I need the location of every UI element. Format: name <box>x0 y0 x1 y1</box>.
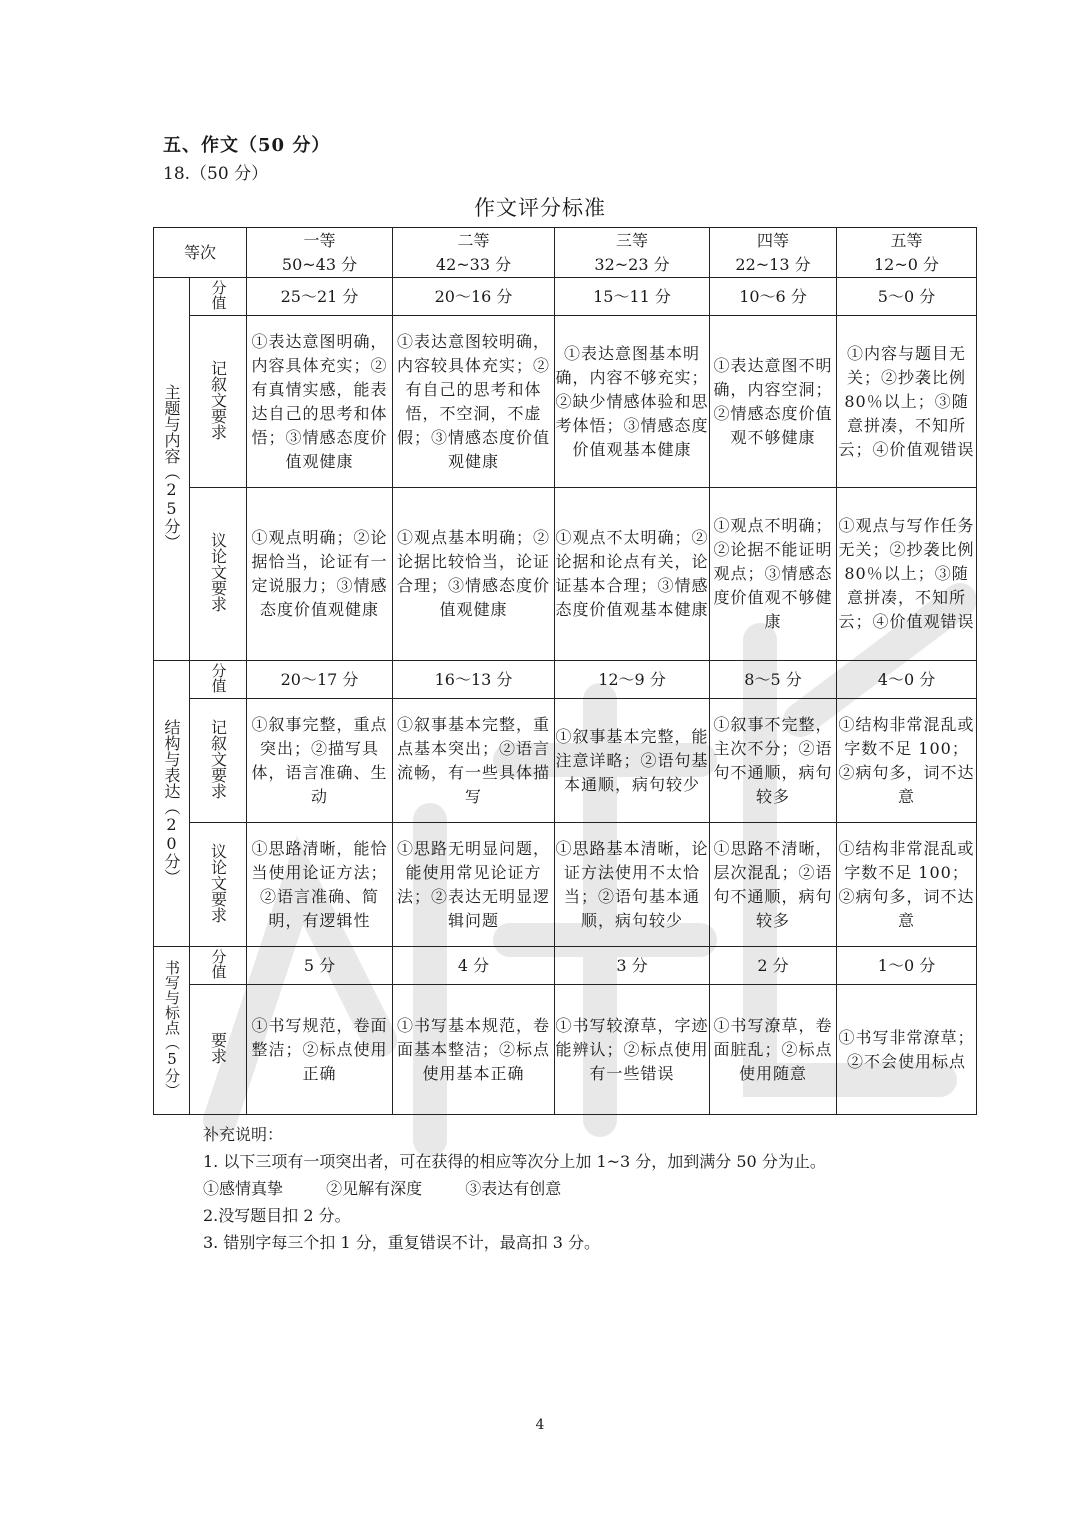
block-label: 主题与内容（25分） <box>154 278 190 661</box>
score-value: 10～6 分 <box>710 278 837 316</box>
criteria-cell: ①叙事不完整，主次不分；②语句不通顺，病句较多 <box>710 699 837 823</box>
header-label: 等次 <box>154 228 247 278</box>
criteria-cell: ①观点不明确；②论据不能证明观点；③情感态度价值观不够健康 <box>710 488 837 661</box>
rank-range: 50~43 分 <box>281 254 358 274</box>
page-number: 4 <box>535 1417 545 1433</box>
score-value: 5 分 <box>247 947 393 985</box>
note-options <box>203 1175 826 1202</box>
table-title: 作文评分标准 <box>474 196 606 220</box>
criteria-cell: ①叙事完整，重点突出；②描写具体，语言准确、生动 <box>247 699 393 823</box>
criteria-row <box>154 823 977 947</box>
header-rank-3 <box>555 228 710 278</box>
score-value: 15～11 分 <box>555 278 710 316</box>
section-title: 五、作文（50 分） <box>163 135 331 156</box>
criteria-cell: ①表达意图较明确，内容较具体充实；②有自己的思考和体悟，不空洞，不虚假；③情感态度价值观健康 <box>393 316 555 488</box>
score-label: 分值 <box>190 947 247 985</box>
criteria-cell: ①观点明确；②论据恰当，论证有一定说服力；③情感态度价值观健康 <box>247 488 393 661</box>
score-value: 20～17 分 <box>247 661 393 699</box>
block-label: 书写与标点（5分） <box>154 947 190 1115</box>
score-value: 16～13 分 <box>393 661 555 699</box>
criteria-cell: ①书写较潦草，字迹能辨认；②标点使用有一些错误 <box>555 985 710 1115</box>
criteria-cell: ①内容与题目无关；②抄袭比例 80％以上；③随意拼凑，不知所云；④价值观错误 <box>837 316 977 488</box>
criteria-cell: ①表达意图明确，内容具体充实；②有真情实感，能表达自己的思考和体悟；③情感态度价值观健康 <box>247 316 393 488</box>
criteria-cell: ①思路基本清晰，论证方法使用不太恰当；②语句基本通顺，病句较少 <box>555 823 710 947</box>
row-label: 议论文要求 <box>190 823 247 947</box>
note-option: ②见解有深度 <box>326 1179 423 1198</box>
criteria-cell: ①思路清晰，能恰当使用论证方法；②语言准确、简明，有逻辑性 <box>247 823 393 947</box>
score-label: 分值 <box>190 661 247 699</box>
criteria-cell: ①观点基本明确；②论据比较恰当，论证合理；③情感态度价值观健康 <box>393 488 555 661</box>
header-rank-1 <box>247 228 393 278</box>
note-item-1: 1. 以下三项有一项突出者，可在获得的相应等次分上加 1~3 分，加到满分 50 分为止。 <box>203 1152 826 1171</box>
note-item-2: 2.没写题目扣 2 分。 <box>203 1206 351 1225</box>
criteria-cell: ①思路不清晰，层次混乱；②语句不通顺，病句较多 <box>710 823 837 947</box>
supplementary-notes <box>203 1121 826 1256</box>
score-label: 分值 <box>190 278 247 316</box>
score-row <box>154 661 977 699</box>
rank-name: 三等 <box>616 230 649 250</box>
criteria-cell: ①叙事基本完整，能注意详略；②语句基本通顺，病句较少 <box>555 699 710 823</box>
rank-name: 二等 <box>457 230 490 250</box>
header-rank-2 <box>393 228 555 278</box>
criteria-cell: ①书写非常潦草；②不会使用标点 <box>837 985 977 1115</box>
header-rank-4 <box>710 228 837 278</box>
criteria-row <box>154 985 977 1115</box>
rank-range: 42~33 分 <box>435 254 512 274</box>
criteria-cell: ①思路无明显问题，能使用常见论证方法；②表达无明显逻辑问题 <box>393 823 555 947</box>
rank-range: 22~13 分 <box>735 254 811 274</box>
criteria-cell: ①书写潦草，卷面脏乱；②标点使用随意 <box>710 985 837 1115</box>
row-label: 记叙文要求 <box>190 699 247 823</box>
score-row <box>154 947 977 985</box>
score-value: 2 分 <box>710 947 837 985</box>
question-title: 18.（50 分） <box>163 164 269 184</box>
score-row <box>154 278 977 316</box>
rank-name: 四等 <box>757 230 790 250</box>
note-option: ①感情真挚 <box>203 1179 284 1198</box>
criteria-cell: ①书写规范，卷面整洁；②标点使用正确 <box>247 985 393 1115</box>
criteria-cell: ①观点不太明确；②论据和论点有关，论证基本合理；③情感态度价值观基本健康 <box>555 488 710 661</box>
header-row <box>154 228 977 278</box>
score-value: 8～5 分 <box>710 661 837 699</box>
rank-name: 五等 <box>890 230 923 250</box>
criteria-cell: ①书写基本规范，卷面基本整洁；②标点使用基本正确 <box>393 985 555 1115</box>
row-label: 记叙文要求 <box>190 316 247 488</box>
header-rank-5 <box>837 228 977 278</box>
criteria-cell: ①结构非常混乱或字数不足 100；②病句多，词不达意 <box>837 699 977 823</box>
score-value: 4 分 <box>393 947 555 985</box>
notes-title: 补充说明： <box>203 1125 284 1144</box>
scoring-table <box>153 227 977 1115</box>
criteria-row <box>154 488 977 661</box>
note-item-3: 3. 错别字每三个扣 1 分，重复错误不计，最高扣 3 分。 <box>203 1233 601 1252</box>
criteria-cell: ①叙事基本完整，重点基本突出；②语言流畅，有一些具体描写 <box>393 699 555 823</box>
score-value: 5～0 分 <box>837 278 977 316</box>
rank-name: 一等 <box>303 230 336 250</box>
score-value: 3 分 <box>555 947 710 985</box>
rank-range: 12~0 分 <box>873 254 940 274</box>
score-value: 25～21 分 <box>247 278 393 316</box>
score-value: 20～16 分 <box>393 278 555 316</box>
rank-range: 32~23 分 <box>594 254 670 274</box>
row-label: 要求 <box>190 985 247 1115</box>
row-label: 议论文要求 <box>190 488 247 661</box>
criteria-row <box>154 699 977 823</box>
score-value: 1～0 分 <box>837 947 977 985</box>
criteria-cell: ①观点与写作任务无关；②抄袭比例 80％以上；③随意拼凑，不知所云；④价值观错误 <box>837 488 977 661</box>
block-label: 结构与表达（20分） <box>154 661 190 947</box>
criteria-row <box>154 316 977 488</box>
score-value: 12～9 分 <box>555 661 710 699</box>
score-value: 4～0 分 <box>837 661 977 699</box>
criteria-cell: ①表达意图不明确，内容空洞；②情感态度价值观不够健康 <box>710 316 837 488</box>
criteria-cell: ①表达意图基本明确，内容不够充实；②缺少情感体验和思考体悟；③情感态度价值观基本健康 <box>555 316 710 488</box>
note-option: ③表达有创意 <box>465 1179 562 1198</box>
criteria-cell: ①结构非常混乱或字数不足 100；②病句多，词不达意 <box>837 823 977 947</box>
